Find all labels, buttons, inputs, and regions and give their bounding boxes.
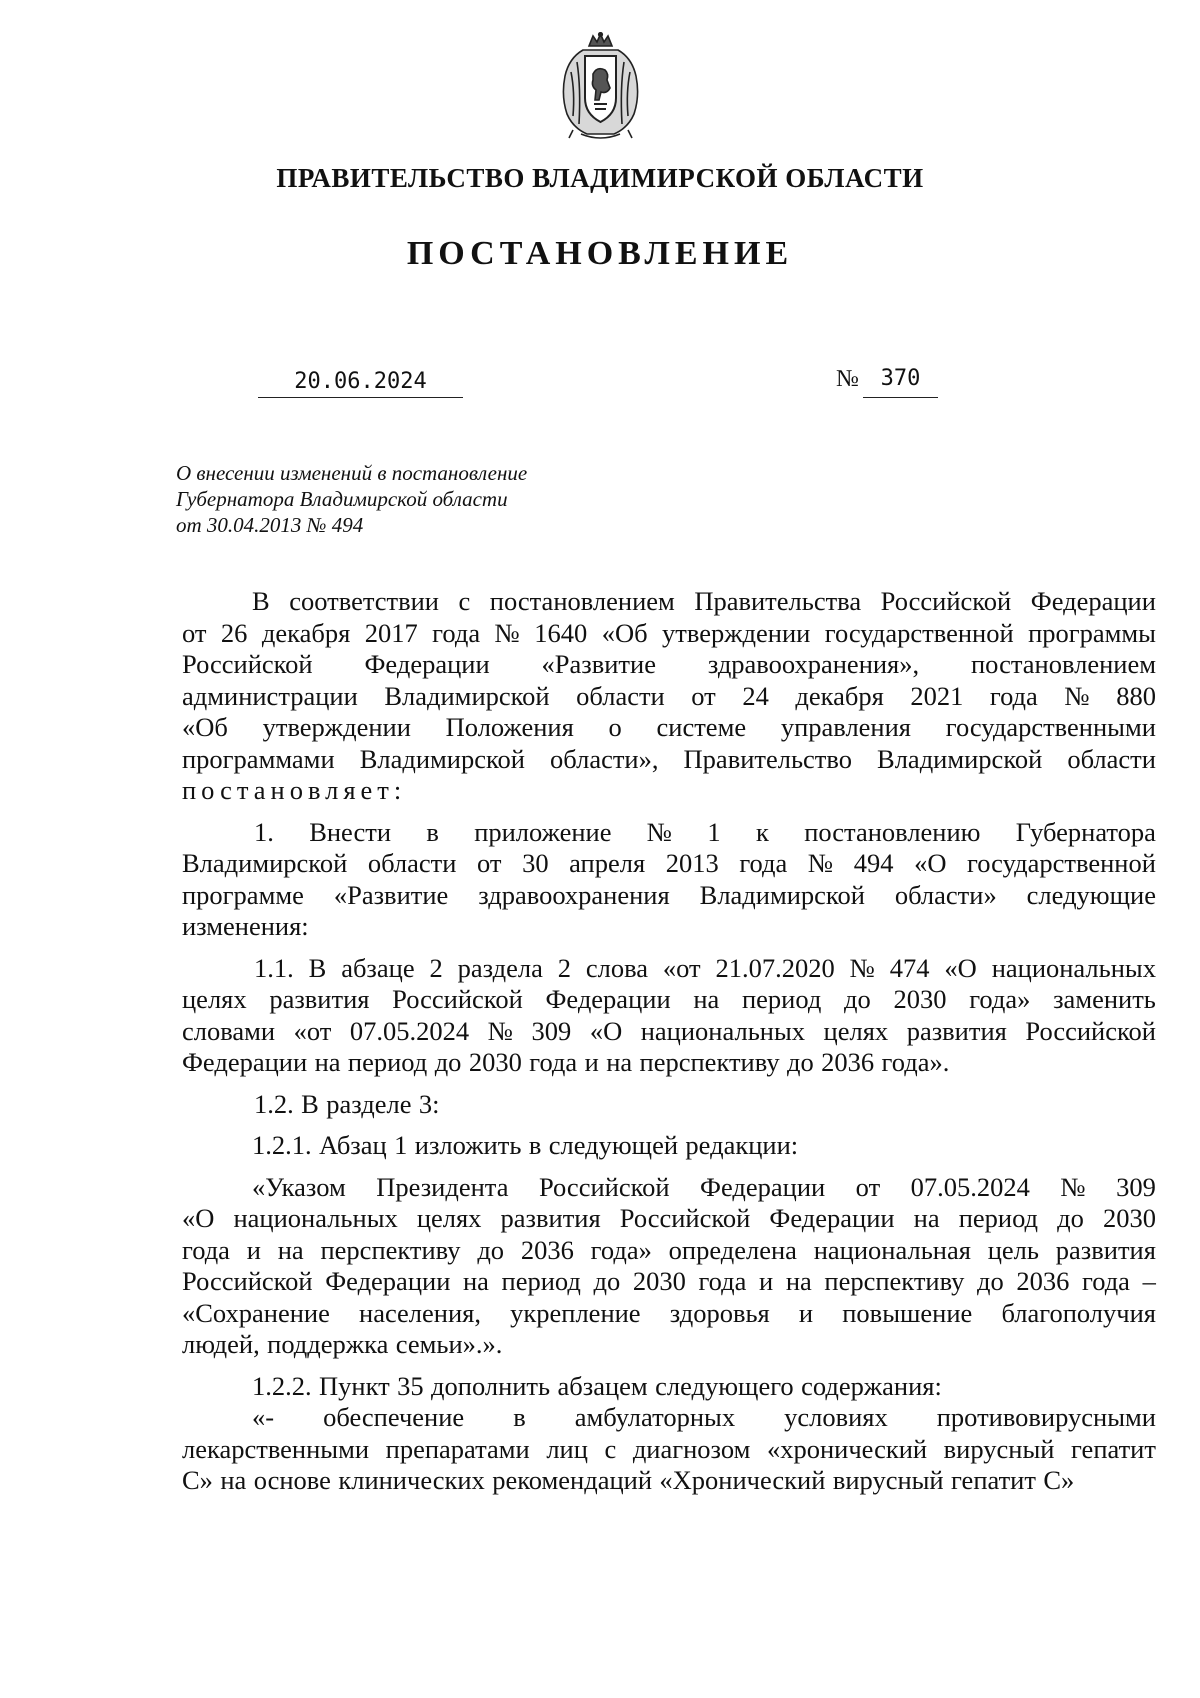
document-date: 20.06.2024 [258,369,463,398]
text-line: С» на основе клинических рекомендаций «Хронический вирусный гепатит С» [182,1465,1075,1495]
number-label: № [836,366,859,392]
paragraph [182,1089,1156,1121]
paragraph [182,1371,1156,1403]
paragraph [182,1402,1156,1497]
text-line: 1.2.2. Пункт 35 дополнить абзацем следующего содержания: [252,1370,942,1401]
text-line: постановляет: [182,775,407,805]
paragraph [182,953,1156,1079]
coat-of-arms-icon [553,32,648,140]
paragraph-gap [182,1162,1156,1172]
text-line: Федерации на период до 2030 года и на перспективу до 2036 года». [182,1047,950,1077]
paragraph-gap [182,1079,1156,1089]
paragraph-gap [182,807,1156,817]
text-line: «О национальных целях развития Российской Федерации на период до 2030 [182,1203,1156,1233]
text-line: изменения: [182,911,309,941]
text-line: 1. Внести в приложение № 1 к постановлению Губернатора [254,816,1156,847]
paragraph-gap [182,1361,1156,1371]
organization-name: ПРАВИТЕЛЬСТВО ВЛАДИМИРСКОЙ ОБЛАСТИ [276,163,924,193]
document-body [182,586,1156,1497]
paragraph [182,1172,1156,1361]
subject-line: от 30.04.2013 № 494 [176,513,364,537]
text-line: Российской Федерации на период до 2030 года и на перспективу до 2036 года – [182,1266,1156,1296]
text-line: Владимирской области от 30 апреля 2013 года № 494 «О государственной [182,848,1156,878]
text-line: 1.2. В разделе 3: [254,1088,440,1119]
document-type: ПОСТАНОВЛЕНИЕ [406,235,794,272]
text-line: администрации Владимирской области от 24 декабря 2021 года № 880 [182,680,1156,711]
paragraph [182,817,1156,943]
text-line: 1.1. В абзаце 2 раздела 2 слова «от 21.07.2020 № 474 «О национальных [254,952,1156,983]
text-line: людей, поддержка семьи».». [182,1329,503,1359]
subject-line: Губернатора Владимирской области [176,487,508,511]
paragraph [182,1130,1156,1162]
text-line: 1.2.1. Абзац 1 изложить в следующей редакции: [252,1130,799,1160]
document-subject [176,460,696,538]
paragraph-gap [182,943,1156,953]
text-line: программами Владимирской области», Правительство Владимирской области [182,743,1156,774]
text-line: «Об утверждении Положения о системе управления государственными [182,712,1156,742]
text-line: «Указом Президента Российской Федерации от 07.05.2024 № 309 [252,1171,1156,1202]
subject-line: О внесении изменений в постановление [176,461,528,485]
text-line: В соответствии с постановлением Правительства Российской Федерации [252,586,1156,616]
text-line: программе «Развитие здравоохранения Владимирской области» следующие [182,879,1156,910]
document-number: 370 [863,366,938,398]
text-line: «Сохранение населения, укрепление здоровья и повышение благополучия [182,1297,1156,1328]
text-line: Российской Федерации «Развитие здравоохранения», постановлением [182,649,1156,679]
text-line: лекарственными препаратами лиц с диагнозом «хронический вирусный гепатит [182,1433,1156,1464]
paragraph-gap [182,1120,1156,1130]
text-line: года и на перспективу до 2036 года» определена национальная цель развития [182,1234,1156,1265]
text-line: от 26 декабря 2017 года № 1640 «Об утверждении государственной программы [182,617,1156,648]
text-line: словами «от 07.05.2024 № 309 «О национальных целях развития Российской [182,1015,1156,1046]
text-line: целях развития Российской Федерации на период до 2030 года» заменить [182,984,1156,1014]
text-line: «- обеспечение в амбулаторных условиях противовирусными [252,1402,1156,1432]
paragraph [182,586,1156,807]
